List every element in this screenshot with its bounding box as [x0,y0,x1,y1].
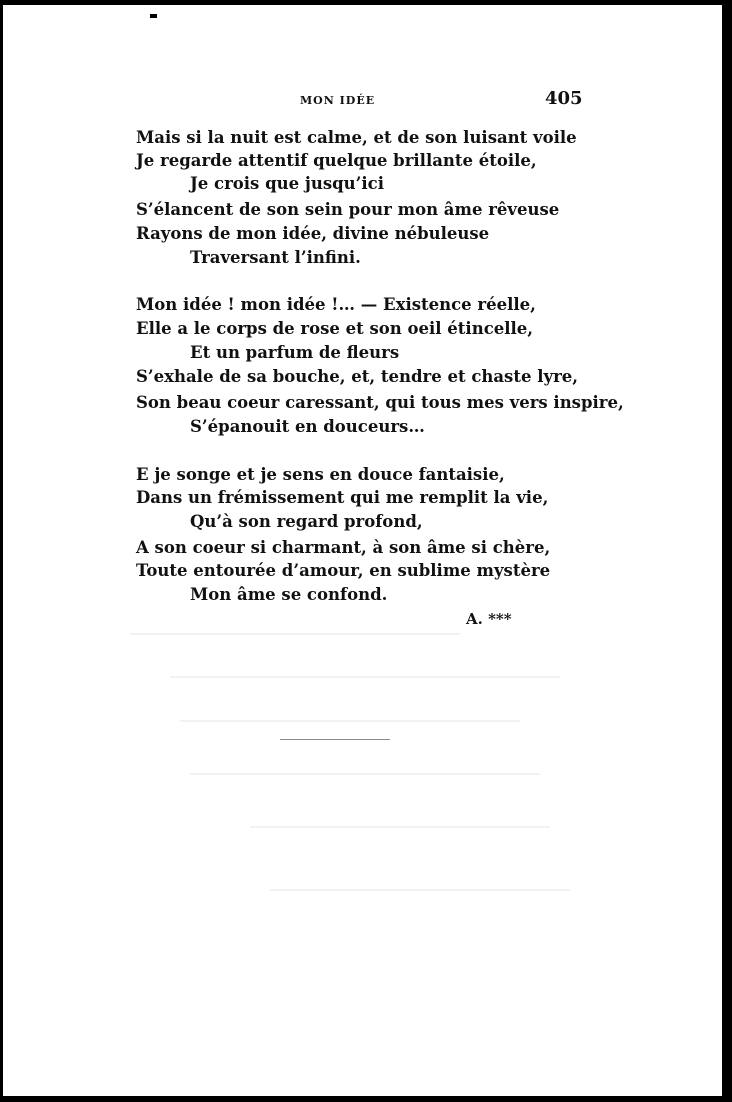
verse-line: S’exhale de sa bouche, et, tendre et chaste lyre, [136,367,579,386]
page-border-left [0,0,3,1102]
page-border-right [722,0,732,1102]
verse-line: E je songe et je sens en douce fantaisie, [136,465,505,484]
verse-line: Je regarde attentif quelque brillante étoile, [136,151,537,170]
verse-line: S’élancent de son sein pour mon âme rêveuse [136,200,560,219]
scan-mark [150,14,157,18]
verse-line: Mais si la nuit est calme, et de son luisant voile [136,128,577,147]
verse-line: Traversant l’infini. [190,248,361,267]
verse-line: Elle a le corps de rose et son oeil étincelle, [136,319,534,338]
verse-line: A son coeur si charmant, à son âme si chère, [136,538,551,557]
verse-line: Toute entourée d’amour, en sublime mystère [136,561,551,580]
page-border-bottom [0,1096,732,1102]
verse-line: S’épanouit en douceurs… [190,417,425,436]
verse-line: Mon idée ! mon idée !… — Existence réelle, [136,295,536,314]
page-border-top [0,0,732,5]
verse-line: Son beau coeur caressant, qui tous mes vers inspire, [136,393,624,412]
verse-line: Dans un frémissement qui me remplit la vie, [136,488,549,507]
verse-line: Rayons de mon idée, divine nébuleuse [136,224,490,243]
poem-signature: A. *** [466,610,512,628]
verse-line: Je crois que jusqu’ici [190,174,384,193]
verse-line: Et un parfum de fleurs [190,343,400,362]
verse-line: Qu’à son regard profond, [190,512,423,531]
page-title: MON IDÉE [300,94,376,107]
page-number: 405 [545,88,583,109]
verse-line: Mon âme se confond. [190,585,388,604]
